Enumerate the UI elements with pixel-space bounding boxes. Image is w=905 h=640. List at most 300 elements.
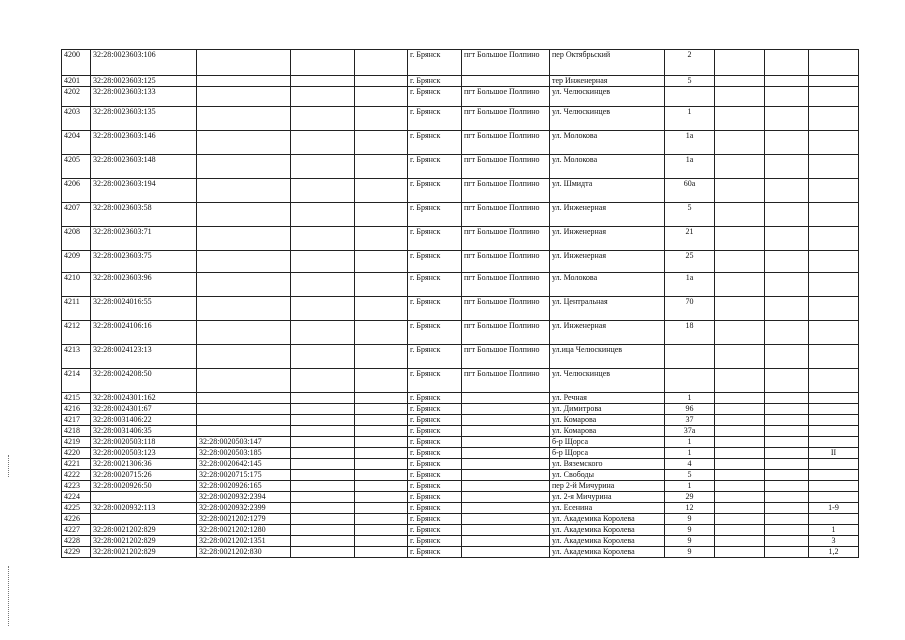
premises-cell (809, 492, 859, 503)
row-number-cell: 4220 (62, 448, 91, 459)
empty-cell (355, 492, 408, 503)
settlement-cell (462, 481, 550, 492)
empty-cell (715, 415, 765, 426)
street-cell: ул. Молокова (550, 273, 665, 297)
street-cell: ул. Челюскинцев (550, 369, 665, 393)
premises-cell: 1,2 (809, 547, 859, 558)
premises-cell (809, 87, 859, 107)
cadastral-number-cell: 32:28:0020503:123 (91, 448, 197, 459)
house-number-cell: 1а (665, 273, 715, 297)
street-cell: ул. Комарова (550, 426, 665, 437)
house-number-cell: 5 (665, 470, 715, 481)
settlement-cell: пгт Большое Полпино (462, 297, 550, 321)
empty-cell (291, 459, 355, 470)
building-cadastral-number-cell: 32:28:0021202:1279 (197, 514, 291, 525)
empty-cell (291, 87, 355, 107)
city-cell: г. Брянск (408, 227, 462, 251)
street-cell: ул. Академика Королева (550, 536, 665, 547)
city-cell: г. Брянск (408, 251, 462, 273)
empty-cell (355, 227, 408, 251)
street-cell: ул. Инженерная (550, 227, 665, 251)
row-number-cell: 4212 (62, 321, 91, 345)
city-cell: г. Брянск (408, 273, 462, 297)
empty-cell (355, 273, 408, 297)
empty-cell (355, 131, 408, 155)
row-number-cell: 4211 (62, 297, 91, 321)
empty-cell (355, 514, 408, 525)
premises-cell (809, 227, 859, 251)
house-number-cell: 29 (665, 492, 715, 503)
cadastral-number-cell: 32:28:0021202:829 (91, 547, 197, 558)
building-cadastral-number-cell (197, 131, 291, 155)
table-row (62, 297, 859, 321)
city-cell: г. Брянск (408, 404, 462, 415)
house-number-cell (665, 369, 715, 393)
cadastral-number-cell: 32:28:0021202:829 (91, 525, 197, 536)
house-number-cell: 96 (665, 404, 715, 415)
empty-cell (715, 437, 765, 448)
row-number-cell: 4216 (62, 404, 91, 415)
building-cadastral-number-cell (197, 404, 291, 415)
settlement-cell (462, 415, 550, 426)
street-cell: тер Инженерная (550, 76, 665, 87)
table-body (62, 50, 859, 558)
row-number-cell: 4223 (62, 481, 91, 492)
empty-cell (291, 131, 355, 155)
settlement-cell: пгт Большое Полпино (462, 227, 550, 251)
empty-cell (291, 404, 355, 415)
table-row (62, 470, 859, 481)
house-number-cell: 5 (665, 203, 715, 227)
empty-cell (715, 470, 765, 481)
city-cell: г. Брянск (408, 393, 462, 404)
empty-cell (291, 179, 355, 203)
empty-cell (765, 393, 809, 404)
building-cadastral-number-cell (197, 76, 291, 87)
settlement-cell: пгт Большое Полпино (462, 251, 550, 273)
row-number-cell: 4201 (62, 76, 91, 87)
city-cell: г. Брянск (408, 470, 462, 481)
cadastral-number-cell: 32:28:0024016:55 (91, 297, 197, 321)
table-row (62, 251, 859, 273)
empty-cell (715, 107, 765, 131)
empty-cell (291, 514, 355, 525)
empty-cell (355, 536, 408, 547)
city-cell: г. Брянск (408, 50, 462, 76)
empty-cell (765, 155, 809, 179)
cadastral-number-cell: 32:28:0023603:75 (91, 251, 197, 273)
city-cell: г. Брянск (408, 437, 462, 448)
building-cadastral-number-cell (197, 107, 291, 131)
empty-cell (715, 50, 765, 76)
table-row (62, 393, 859, 404)
street-cell: ул. Есенина (550, 503, 665, 514)
empty-cell (355, 547, 408, 558)
table-row (62, 415, 859, 426)
house-number-cell (665, 87, 715, 107)
settlement-cell: пгт Большое Полпино (462, 179, 550, 203)
premises-cell: II (809, 448, 859, 459)
cadastral-number-cell: 32:28:0023603:146 (91, 131, 197, 155)
cadastral-number-cell: 32:28:0023603:106 (91, 50, 197, 76)
table-row (62, 76, 859, 87)
cadastral-number-cell: 32:28:0020503:118 (91, 437, 197, 448)
cadastral-number-cell: 32:28:0031406:35 (91, 426, 197, 437)
building-cadastral-number-cell (197, 297, 291, 321)
premises-cell: 1 (809, 525, 859, 536)
empty-cell (715, 131, 765, 155)
row-number-cell: 4215 (62, 393, 91, 404)
street-cell: ул. Инженерная (550, 203, 665, 227)
empty-cell (355, 448, 408, 459)
table-row (62, 503, 859, 514)
empty-cell (765, 404, 809, 415)
empty-cell (765, 514, 809, 525)
row-number-cell: 4214 (62, 369, 91, 393)
street-cell: пер Октябрьский (550, 50, 665, 76)
cadastral-number-cell: 32:28:0024208:50 (91, 369, 197, 393)
city-cell: г. Брянск (408, 536, 462, 547)
empty-cell (765, 273, 809, 297)
table-row (62, 227, 859, 251)
premises-cell (809, 481, 859, 492)
house-number-cell: 1 (665, 107, 715, 131)
house-number-cell: 1 (665, 481, 715, 492)
premises-cell (809, 155, 859, 179)
row-number-cell: 4209 (62, 251, 91, 273)
empty-cell (291, 369, 355, 393)
empty-cell (291, 448, 355, 459)
empty-cell (715, 321, 765, 345)
empty-cell (291, 470, 355, 481)
street-cell: ул. Инженерная (550, 321, 665, 345)
empty-cell (715, 525, 765, 536)
empty-cell (355, 251, 408, 273)
cadastral-number-cell: 32:28:0023603:148 (91, 155, 197, 179)
street-cell: ул. 2-я Мичурина (550, 492, 665, 503)
empty-cell (291, 525, 355, 536)
street-cell: ул.ица Челюскинцев (550, 345, 665, 369)
empty-cell (355, 503, 408, 514)
empty-cell (765, 87, 809, 107)
empty-cell (355, 393, 408, 404)
empty-cell (715, 179, 765, 203)
house-number-cell: 9 (665, 536, 715, 547)
premises-cell (809, 426, 859, 437)
settlement-cell (462, 448, 550, 459)
building-cadastral-number-cell (197, 345, 291, 369)
empty-cell (715, 203, 765, 227)
cadastral-number-cell: 32:28:0020926:50 (91, 481, 197, 492)
settlement-cell: пгт Большое Полпино (462, 345, 550, 369)
table-row (62, 547, 859, 558)
city-cell: г. Брянск (408, 481, 462, 492)
city-cell: г. Брянск (408, 321, 462, 345)
empty-cell (291, 50, 355, 76)
house-number-cell: 9 (665, 514, 715, 525)
empty-cell (355, 470, 408, 481)
cadastral-number-cell: 32:28:0024301:162 (91, 393, 197, 404)
table-row (62, 369, 859, 393)
house-number-cell: 37 (665, 415, 715, 426)
settlement-cell: пгт Большое Полпино (462, 369, 550, 393)
house-number-cell: 9 (665, 547, 715, 558)
city-cell: г. Брянск (408, 87, 462, 107)
street-cell: ул. Академика Королева (550, 525, 665, 536)
table-row (62, 514, 859, 525)
row-number-cell: 4219 (62, 437, 91, 448)
table-row (62, 492, 859, 503)
building-cadastral-number-cell (197, 50, 291, 76)
row-number-cell: 4205 (62, 155, 91, 179)
cadastral-number-cell: 32:28:0031406:22 (91, 415, 197, 426)
cadastral-number-cell: 32:28:0021202:829 (91, 536, 197, 547)
document-page (61, 49, 859, 558)
building-cadastral-number-cell: 32:28:0021202:830 (197, 547, 291, 558)
premises-cell (809, 393, 859, 404)
empty-cell (355, 179, 408, 203)
building-cadastral-number-cell (197, 251, 291, 273)
cadastral-number-cell: 32:28:0023603:133 (91, 87, 197, 107)
table-row (62, 87, 859, 107)
empty-cell (355, 297, 408, 321)
settlement-cell: пгт Большое Полпино (462, 107, 550, 131)
street-cell: б-р Щорса (550, 448, 665, 459)
empty-cell (765, 203, 809, 227)
premises-cell (809, 459, 859, 470)
city-cell: г. Брянск (408, 76, 462, 87)
scan-edge-mark (8, 455, 9, 477)
table-row (62, 525, 859, 536)
house-number-cell: 4 (665, 459, 715, 470)
empty-cell (715, 393, 765, 404)
empty-cell (715, 251, 765, 273)
row-number-cell: 4218 (62, 426, 91, 437)
building-cadastral-number-cell: 32:28:0021202:1280 (197, 525, 291, 536)
street-cell: ул. Молокова (550, 155, 665, 179)
building-cadastral-number-cell (197, 415, 291, 426)
city-cell: г. Брянск (408, 203, 462, 227)
empty-cell (715, 481, 765, 492)
empty-cell (291, 251, 355, 273)
cadastral-number-cell: 32:28:0020715:26 (91, 470, 197, 481)
house-number-cell: 1а (665, 155, 715, 179)
empty-cell (715, 297, 765, 321)
settlement-cell (462, 503, 550, 514)
cadastral-number-cell: 32:28:0023603:135 (91, 107, 197, 131)
settlement-cell: пгт Большое Полпино (462, 273, 550, 297)
empty-cell (355, 155, 408, 179)
empty-cell (765, 437, 809, 448)
premises-cell (809, 321, 859, 345)
empty-cell (355, 203, 408, 227)
building-cadastral-number-cell (197, 87, 291, 107)
street-cell: ул. Академика Королева (550, 514, 665, 525)
empty-cell (765, 470, 809, 481)
table-row (62, 155, 859, 179)
settlement-cell (462, 393, 550, 404)
row-number-cell: 4207 (62, 203, 91, 227)
cadastral-number-cell: 32:28:0024106:16 (91, 321, 197, 345)
cadastral-number-cell (91, 492, 197, 503)
cadastral-number-cell: 32:28:0023603:194 (91, 179, 197, 203)
row-number-cell: 4204 (62, 131, 91, 155)
street-cell: ул. Центральная (550, 297, 665, 321)
city-cell: г. Брянск (408, 514, 462, 525)
premises-cell (809, 131, 859, 155)
building-cadastral-number-cell: 32:28:0020932:2394 (197, 492, 291, 503)
street-cell: ул. Челюскинцев (550, 87, 665, 107)
settlement-cell (462, 514, 550, 525)
premises-cell (809, 297, 859, 321)
address-register-table (61, 49, 859, 558)
settlement-cell (462, 437, 550, 448)
settlement-cell (462, 492, 550, 503)
table-row (62, 404, 859, 415)
empty-cell (765, 76, 809, 87)
city-cell: г. Брянск (408, 369, 462, 393)
row-number-cell: 4217 (62, 415, 91, 426)
row-number-cell: 4226 (62, 514, 91, 525)
empty-cell (765, 525, 809, 536)
building-cadastral-number-cell: 32:28:0021202:1351 (197, 536, 291, 547)
building-cadastral-number-cell (197, 426, 291, 437)
table-row (62, 481, 859, 492)
empty-cell (715, 492, 765, 503)
empty-cell (765, 369, 809, 393)
premises-cell (809, 50, 859, 76)
empty-cell (291, 227, 355, 251)
house-number-cell: 1 (665, 448, 715, 459)
empty-cell (715, 76, 765, 87)
street-cell: ул. Свободы (550, 470, 665, 481)
table-row (62, 536, 859, 547)
table-row (62, 448, 859, 459)
house-number-cell: 25 (665, 251, 715, 273)
empty-cell (715, 87, 765, 107)
house-number-cell: 37а (665, 426, 715, 437)
city-cell: г. Брянск (408, 547, 462, 558)
empty-cell (291, 297, 355, 321)
house-number-cell: 21 (665, 227, 715, 251)
empty-cell (765, 459, 809, 470)
settlement-cell: пгт Большое Полпино (462, 321, 550, 345)
city-cell: г. Брянск (408, 155, 462, 179)
empty-cell (715, 459, 765, 470)
building-cadastral-number-cell: 32:28:0020503:185 (197, 448, 291, 459)
empty-cell (715, 273, 765, 297)
empty-cell (765, 503, 809, 514)
cadastral-number-cell: 32:28:0023603:96 (91, 273, 197, 297)
table-row (62, 459, 859, 470)
settlement-cell: пгт Большое Полпино (462, 131, 550, 155)
premises-cell: 1-9 (809, 503, 859, 514)
empty-cell (355, 345, 408, 369)
street-cell: ул. Вяземского (550, 459, 665, 470)
empty-cell (291, 415, 355, 426)
settlement-cell (462, 547, 550, 558)
house-number-cell: 9 (665, 525, 715, 536)
empty-cell (765, 227, 809, 251)
settlement-cell: пгт Большое Полпино (462, 203, 550, 227)
building-cadastral-number-cell (197, 227, 291, 251)
premises-cell (809, 179, 859, 203)
empty-cell (291, 107, 355, 131)
scan-edge-mark (8, 566, 9, 626)
city-cell: г. Брянск (408, 179, 462, 203)
city-cell: г. Брянск (408, 107, 462, 131)
building-cadastral-number-cell (197, 273, 291, 297)
empty-cell (765, 448, 809, 459)
empty-cell (715, 404, 765, 415)
cadastral-number-cell: 32:28:0023603:71 (91, 227, 197, 251)
empty-cell (355, 50, 408, 76)
empty-cell (355, 525, 408, 536)
building-cadastral-number-cell (197, 155, 291, 179)
table-row (62, 107, 859, 131)
building-cadastral-number-cell: 32:28:0020932:2399 (197, 503, 291, 514)
row-number-cell: 4227 (62, 525, 91, 536)
table-row (62, 50, 859, 76)
empty-cell (291, 155, 355, 179)
premises-cell (809, 514, 859, 525)
empty-cell (291, 437, 355, 448)
empty-cell (765, 179, 809, 203)
street-cell: ул. Шмидта (550, 179, 665, 203)
empty-cell (765, 345, 809, 369)
empty-cell (715, 536, 765, 547)
city-cell: г. Брянск (408, 525, 462, 536)
building-cadastral-number-cell: 32:28:0020715:175 (197, 470, 291, 481)
cadastral-number-cell: 32:28:0024301:67 (91, 404, 197, 415)
row-number-cell: 4203 (62, 107, 91, 131)
house-number-cell: 12 (665, 503, 715, 514)
empty-cell (715, 514, 765, 525)
empty-cell (715, 369, 765, 393)
empty-cell (355, 321, 408, 345)
premises-cell (809, 203, 859, 227)
empty-cell (291, 536, 355, 547)
empty-cell (765, 321, 809, 345)
cadastral-number-cell: 32:28:0020932:113 (91, 503, 197, 514)
table-row (62, 179, 859, 203)
building-cadastral-number-cell (197, 179, 291, 203)
city-cell: г. Брянск (408, 503, 462, 514)
empty-cell (715, 503, 765, 514)
empty-cell (715, 448, 765, 459)
settlement-cell (462, 459, 550, 470)
table-row (62, 273, 859, 297)
table-row (62, 426, 859, 437)
row-number-cell: 4202 (62, 87, 91, 107)
empty-cell (291, 203, 355, 227)
house-number-cell: 1 (665, 437, 715, 448)
empty-cell (765, 536, 809, 547)
row-number-cell: 4222 (62, 470, 91, 481)
empty-cell (355, 76, 408, 87)
house-number-cell: 70 (665, 297, 715, 321)
city-cell: г. Брянск (408, 426, 462, 437)
empty-cell (291, 547, 355, 558)
empty-cell (765, 481, 809, 492)
premises-cell (809, 369, 859, 393)
premises-cell: 3 (809, 536, 859, 547)
empty-cell (355, 404, 408, 415)
empty-cell (765, 426, 809, 437)
empty-cell (355, 426, 408, 437)
street-cell: ул. Инженерная (550, 251, 665, 273)
cadastral-number-cell: 32:28:0023603:58 (91, 203, 197, 227)
